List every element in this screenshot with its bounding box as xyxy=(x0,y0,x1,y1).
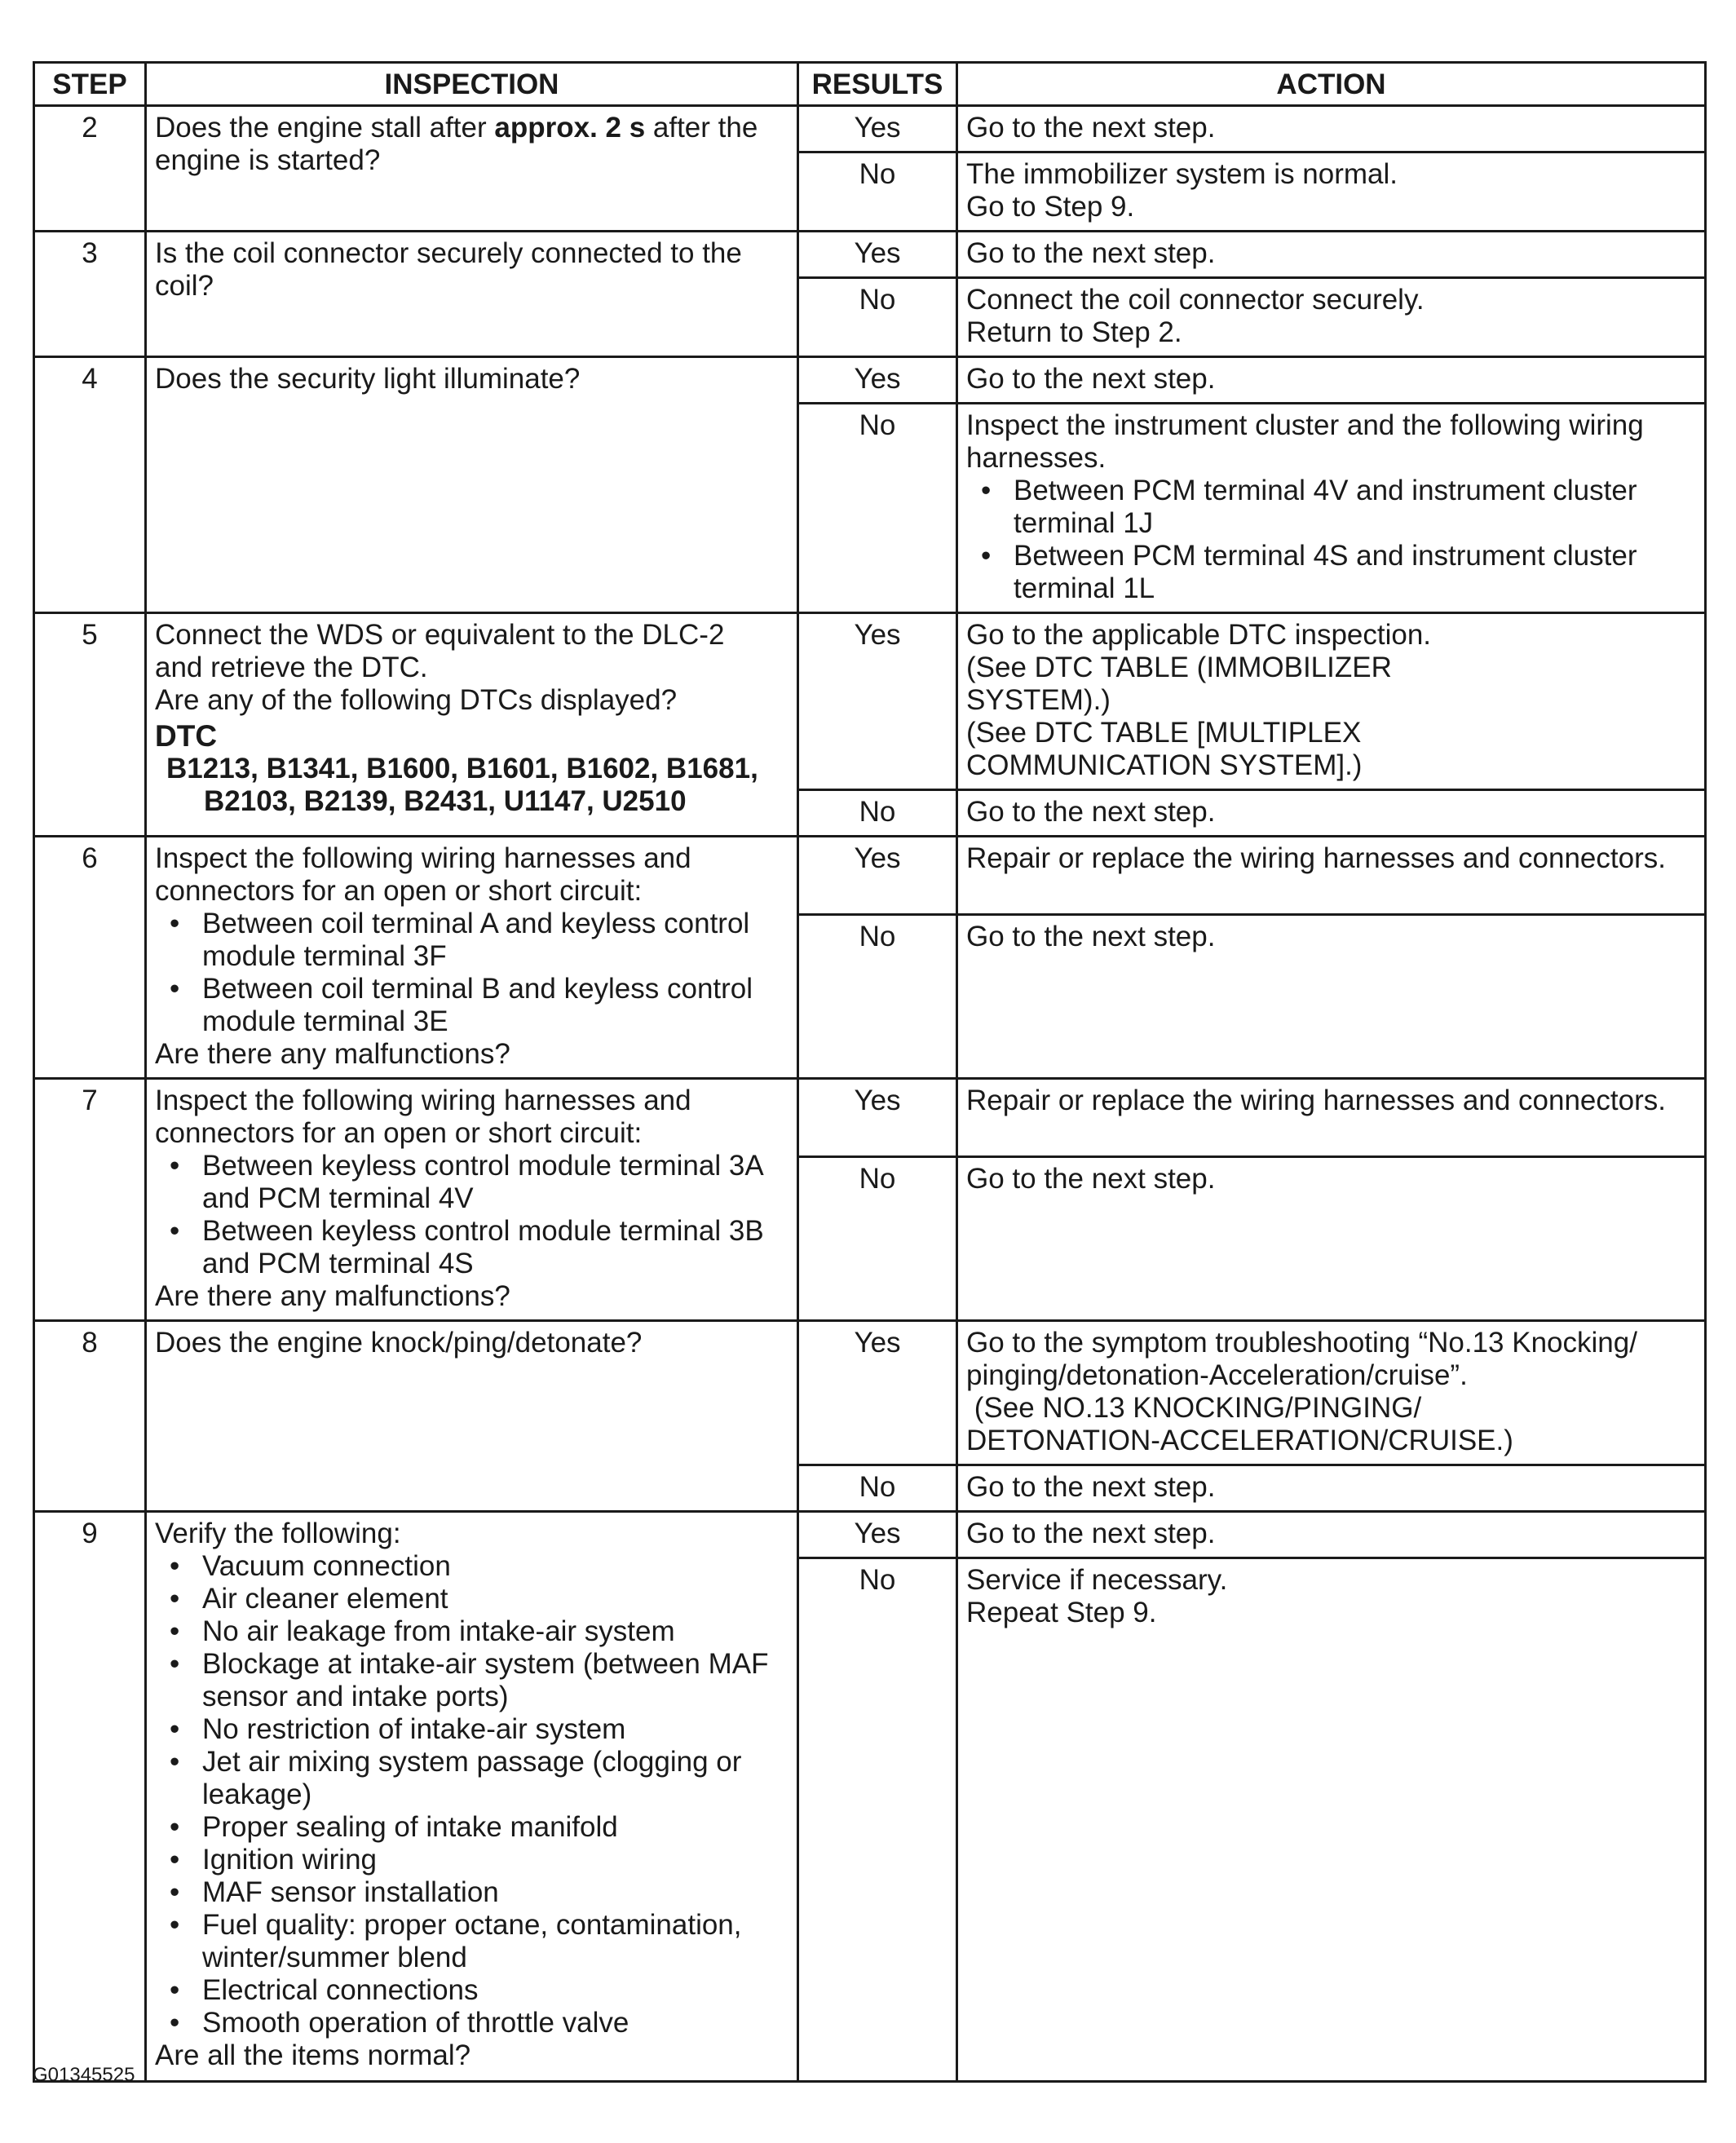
bullet-item: • Between keyless control module terminal 3B and PCM terminal 4S xyxy=(155,1215,788,1280)
bullet-item: • Fuel quality: proper octane, contamination, winter/summer blend xyxy=(155,1909,788,1974)
step-number: 7 xyxy=(34,1079,146,1321)
dtc-codes: B2103, B2139, B2431, U1147, U2510 xyxy=(204,785,687,817)
result-no: No xyxy=(798,404,957,613)
result-no: No xyxy=(798,152,957,232)
result-yes: Yes xyxy=(798,1079,957,1157)
inspection-line: and retrieve the DTC. xyxy=(155,652,428,683)
header-inspection: INSPECTION xyxy=(146,63,798,106)
action-line: Go to the symptom troubleshooting “No.13 Knocking/ xyxy=(966,1327,1637,1359)
step-row-2-yes xyxy=(34,106,1706,152)
inspection-line: Are any of the following DTCs displayed? xyxy=(155,684,678,716)
step-row-7-yes xyxy=(34,1079,1706,1157)
inspection-cell: Is the coil connector securely connected to the coil? xyxy=(146,232,798,357)
inspection-line: Connect the WDS or equivalent to the DLC-2 xyxy=(155,619,725,651)
action-line: Go to the next step. xyxy=(966,112,1216,144)
action-line: DETONATION-ACCELERATION/CRUISE.) xyxy=(966,1425,1513,1456)
bullet-item: • MAF sensor installation xyxy=(155,1876,788,1909)
action-cell xyxy=(957,1321,1706,1465)
action-cell xyxy=(957,357,1706,404)
step-row-6-yes xyxy=(34,837,1706,915)
result-yes: Yes xyxy=(798,1512,957,1558)
inspection-cell xyxy=(146,613,798,837)
result-yes: Yes xyxy=(798,357,957,404)
action-cell xyxy=(957,1558,1706,2082)
step-row-3-yes xyxy=(34,232,1706,278)
action-cell: Go to the next step. xyxy=(957,1157,1706,1321)
action-line: Go to the next step. xyxy=(966,237,1216,269)
inspection-bold-text: approx. 2 s xyxy=(494,112,646,144)
action-line: Go to the next step. xyxy=(966,796,1216,828)
action-cell: Repair or replace the wiring harnesses and connectors. xyxy=(957,1079,1706,1157)
action-cell xyxy=(957,404,1706,613)
bullet-item: • Smooth operation of throttle valve xyxy=(155,2007,788,2039)
action-cell xyxy=(957,152,1706,232)
action-line: SYSTEM).) xyxy=(966,684,1111,716)
action-cell: Repair or replace the wiring harnesses and connectors. xyxy=(957,837,1706,915)
bullet-item: • Proper sealing of intake manifold xyxy=(155,1811,788,1844)
result-yes: Yes xyxy=(798,232,957,278)
inspection-cell: Does the engine knock/ping/detonate? xyxy=(146,1321,798,1512)
inspection-bullet-list xyxy=(155,1150,788,1280)
bullet-item: • Vacuum connection xyxy=(155,1550,788,1583)
result-no: No xyxy=(798,1157,957,1321)
bullet-item: • Between coil terminal A and keyless control module terminal 3F xyxy=(155,908,788,973)
inspection-bullet-list xyxy=(155,1550,788,2039)
result-no: No xyxy=(798,790,957,837)
bullet-item: • Jet air mixing system passage (clogging or leakage) xyxy=(155,1746,788,1811)
bullet-item: • No restriction of intake-air system xyxy=(155,1713,788,1746)
bullet-item: • No air leakage from intake-air system xyxy=(155,1615,788,1648)
action-line: COMMUNICATION SYSTEM].) xyxy=(966,749,1363,781)
action-line: Service if necessary. xyxy=(966,1564,1228,1596)
action-line: Go to the applicable DTC inspection. xyxy=(966,619,1432,651)
bullet-item: • Air cleaner element xyxy=(155,1583,788,1615)
action-cell xyxy=(957,278,1706,357)
action-cell xyxy=(957,106,1706,152)
action-line: Repeat Step 9. xyxy=(966,1597,1157,1628)
action-line: (See NO.13 KNOCKING/PINGING/ xyxy=(966,1392,1422,1424)
bullet-item: • Between coil terminal B and keyless control module terminal 3E xyxy=(155,973,788,1038)
action-line: Go to the next step. xyxy=(966,363,1216,395)
result-no: No xyxy=(798,1558,957,2082)
header-action: ACTION xyxy=(957,63,1706,106)
inspection-text: Does the engine stall after xyxy=(155,112,495,144)
step-number: 4 xyxy=(34,357,146,613)
action-cell xyxy=(957,790,1706,837)
action-line: Connect the coil connector securely. xyxy=(966,284,1425,316)
step-number: 5 xyxy=(34,613,146,837)
action-line: (See DTC TABLE [MULTIPLEX xyxy=(966,717,1362,749)
dtc-codes: B1213, B1341, B1600, B1601, B1602, B1681, xyxy=(166,753,758,784)
result-yes: Yes xyxy=(798,1321,957,1465)
action-line: Go to Step 9. xyxy=(966,191,1135,223)
inspection-text: Verify the following: xyxy=(155,1518,401,1549)
step-number: 3 xyxy=(34,232,146,357)
inspection-cell: Does the security light illuminate? xyxy=(146,357,798,613)
inspection-question: Are there any malfunctions? xyxy=(155,1280,510,1312)
header-results: RESULTS xyxy=(798,63,957,106)
inspection-cell xyxy=(146,106,798,232)
bullet-item: • Electrical connections xyxy=(155,1974,788,2007)
bullet-item: • Between PCM terminal 4S and instrument cluster terminal 1L xyxy=(966,540,1696,605)
inspection-cell xyxy=(146,1079,798,1321)
bullet-item: • Blockage at intake-air system (between MAF sensor and intake ports) xyxy=(155,1648,788,1713)
inspection-question: Are all the items normal? xyxy=(155,2039,471,2071)
inspection-table xyxy=(33,61,1707,2083)
inspection-cell xyxy=(146,1512,798,2082)
step-row-8-yes xyxy=(34,1321,1706,1465)
step-number: 2 xyxy=(34,106,146,232)
result-no: No xyxy=(798,915,957,1079)
action-cell xyxy=(957,232,1706,278)
figure-id: G01345525 xyxy=(33,2064,135,2086)
action-bullet-list xyxy=(966,475,1696,605)
step-number: 9 xyxy=(34,1512,146,2082)
header-step: STEP xyxy=(34,63,146,106)
bullet-item: • Between PCM terminal 4V and instrument cluster terminal 1J xyxy=(966,475,1696,540)
dtc-label: DTC xyxy=(155,719,218,753)
action-line: Return to Step 2. xyxy=(966,316,1182,348)
action-cell: Go to the next step. xyxy=(957,1465,1706,1512)
result-yes: Yes xyxy=(798,837,957,915)
inspection-question: Are there any malfunctions? xyxy=(155,1038,510,1070)
action-line: pinging/detonation-Acceleration/cruise”. xyxy=(966,1359,1468,1391)
step-row-4-yes xyxy=(34,357,1706,404)
result-no: No xyxy=(798,1465,957,1512)
bullet-item: • Ignition wiring xyxy=(155,1844,788,1876)
result-yes: Yes xyxy=(798,613,957,790)
header-row xyxy=(34,63,1706,106)
inspection-bullet-list xyxy=(155,908,788,1038)
bullet-item: • Between keyless control module terminal 3A and PCM terminal 4V xyxy=(155,1150,788,1215)
action-text: Inspect the instrument cluster and the following wiring harnesses. xyxy=(966,409,1644,474)
result-yes: Yes xyxy=(798,106,957,152)
action-cell: Go to the next step. xyxy=(957,1512,1706,1558)
action-line: (See DTC TABLE (IMMOBILIZER xyxy=(966,652,1392,683)
inspection-cell xyxy=(146,837,798,1079)
step-number: 8 xyxy=(34,1321,146,1512)
inspection-text: Inspect the following wiring harnesses and connectors for an open or short circuit: xyxy=(155,842,691,907)
step-row-5-yes xyxy=(34,613,1706,790)
inspection-text: after the engine is started? xyxy=(155,112,758,176)
action-cell: Go to the next step. xyxy=(957,915,1706,1079)
action-line: The immobilizer system is normal. xyxy=(966,158,1398,190)
action-cell xyxy=(957,613,1706,790)
inspection-text: Inspect the following wiring harnesses and connectors for an open or short circuit: xyxy=(155,1085,691,1149)
step-number: 6 xyxy=(34,837,146,1079)
result-no: No xyxy=(798,278,957,357)
step-row-9-yes xyxy=(34,1512,1706,1558)
document xyxy=(33,61,1704,2083)
